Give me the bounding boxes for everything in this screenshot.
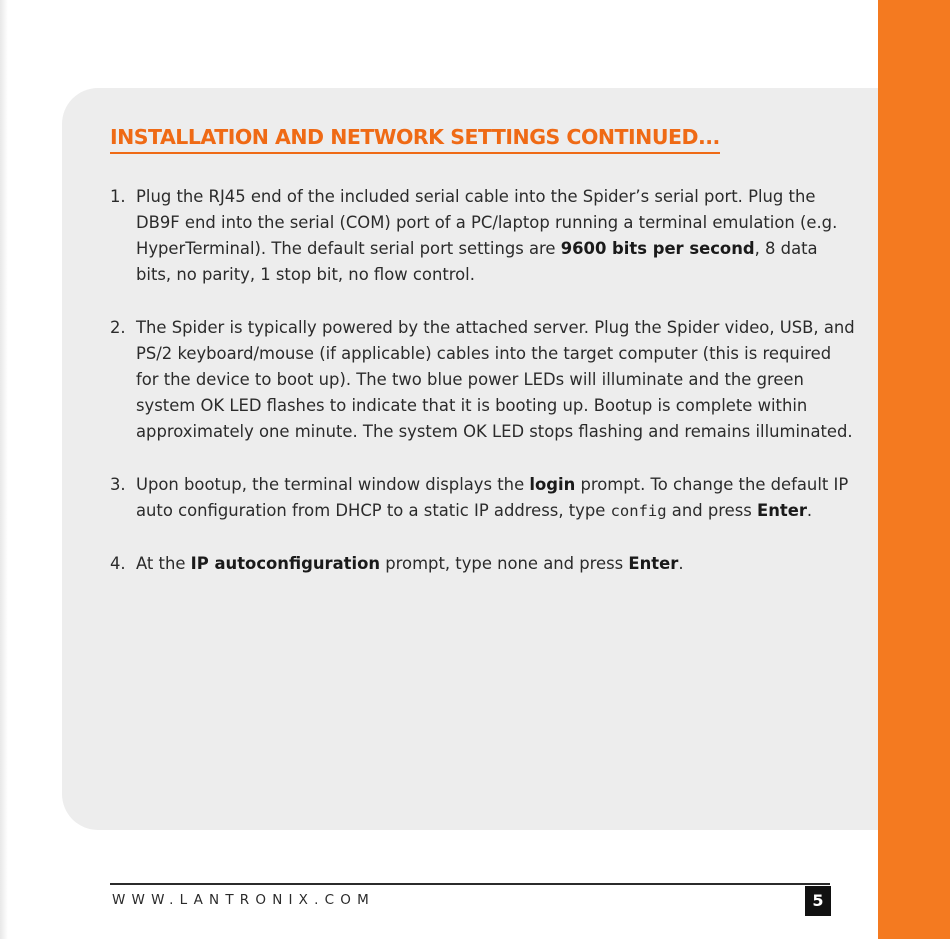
step-3: [110, 472, 855, 524]
step-number: 3.: [110, 474, 126, 494]
step-number: 2.: [110, 317, 126, 337]
step-text-part: At the: [136, 553, 191, 573]
step-text: [136, 184, 855, 288]
step-number: 1.: [110, 186, 126, 206]
step-text: The Spider is typically powered by the attached server. Plug the Spider video, USB, and PS/2 keyboard/mouse (if applicable) cables into the target computer (this is required for the device to boot up). The two blue power LEDs will illuminate and the green system OK LED flashes to indicate that it is booting up. Bootup is complete within approximately one minute. The system OK LED stops flashing and remains illuminated.: [136, 317, 855, 441]
step-text-part: Upon bootup, the terminal window displays the: [136, 474, 530, 494]
orange-side-bar: [878, 0, 950, 939]
step-text: [136, 551, 855, 577]
footer-url: WWW.LANTRONIX.COM: [112, 892, 375, 908]
bold-login: login: [529, 474, 576, 494]
main-content: [110, 127, 855, 577]
step-text-part: prompt. To change the default IP auto configuration from DHCP to a static IP address, type: [136, 474, 849, 520]
steps-list: [110, 184, 855, 577]
step-text: [136, 472, 855, 524]
step-text-part: .: [678, 553, 684, 573]
page-edge: [0, 0, 8, 939]
step-1: [110, 184, 855, 288]
code-config: config: [610, 501, 667, 520]
step-text-part: .: [806, 500, 813, 520]
page-number: 5: [805, 886, 831, 916]
step-4: [110, 551, 855, 577]
bold-baud-rate: 9600 bits per second: [560, 238, 755, 258]
step-text-part: Plug the RJ45 end of the included serial cable into the Spider’s serial port. Plug the DB9F end into the serial (COM) port of a PC/laptop running a terminal emulation (e.g. HyperTerminal). The default serial port settings are: [136, 186, 838, 258]
step-number: 4.: [110, 553, 126, 573]
step-text-part: , 8 data bits, no parity, 1 stop bit, no flow control.: [136, 238, 818, 284]
footer-rule: [110, 883, 830, 885]
section-title: INSTALLATION AND NETWORK SETTINGS CONTINUED...: [110, 127, 720, 154]
bold-enter: Enter: [628, 553, 679, 573]
bold-enter: Enter: [757, 500, 807, 520]
step-text-part: prompt, type none and press: [380, 553, 629, 573]
step-2: [110, 315, 855, 445]
step-text-part: and press: [666, 500, 757, 520]
bold-ip-autoconfiguration: IP autoconfiguration: [190, 553, 381, 573]
